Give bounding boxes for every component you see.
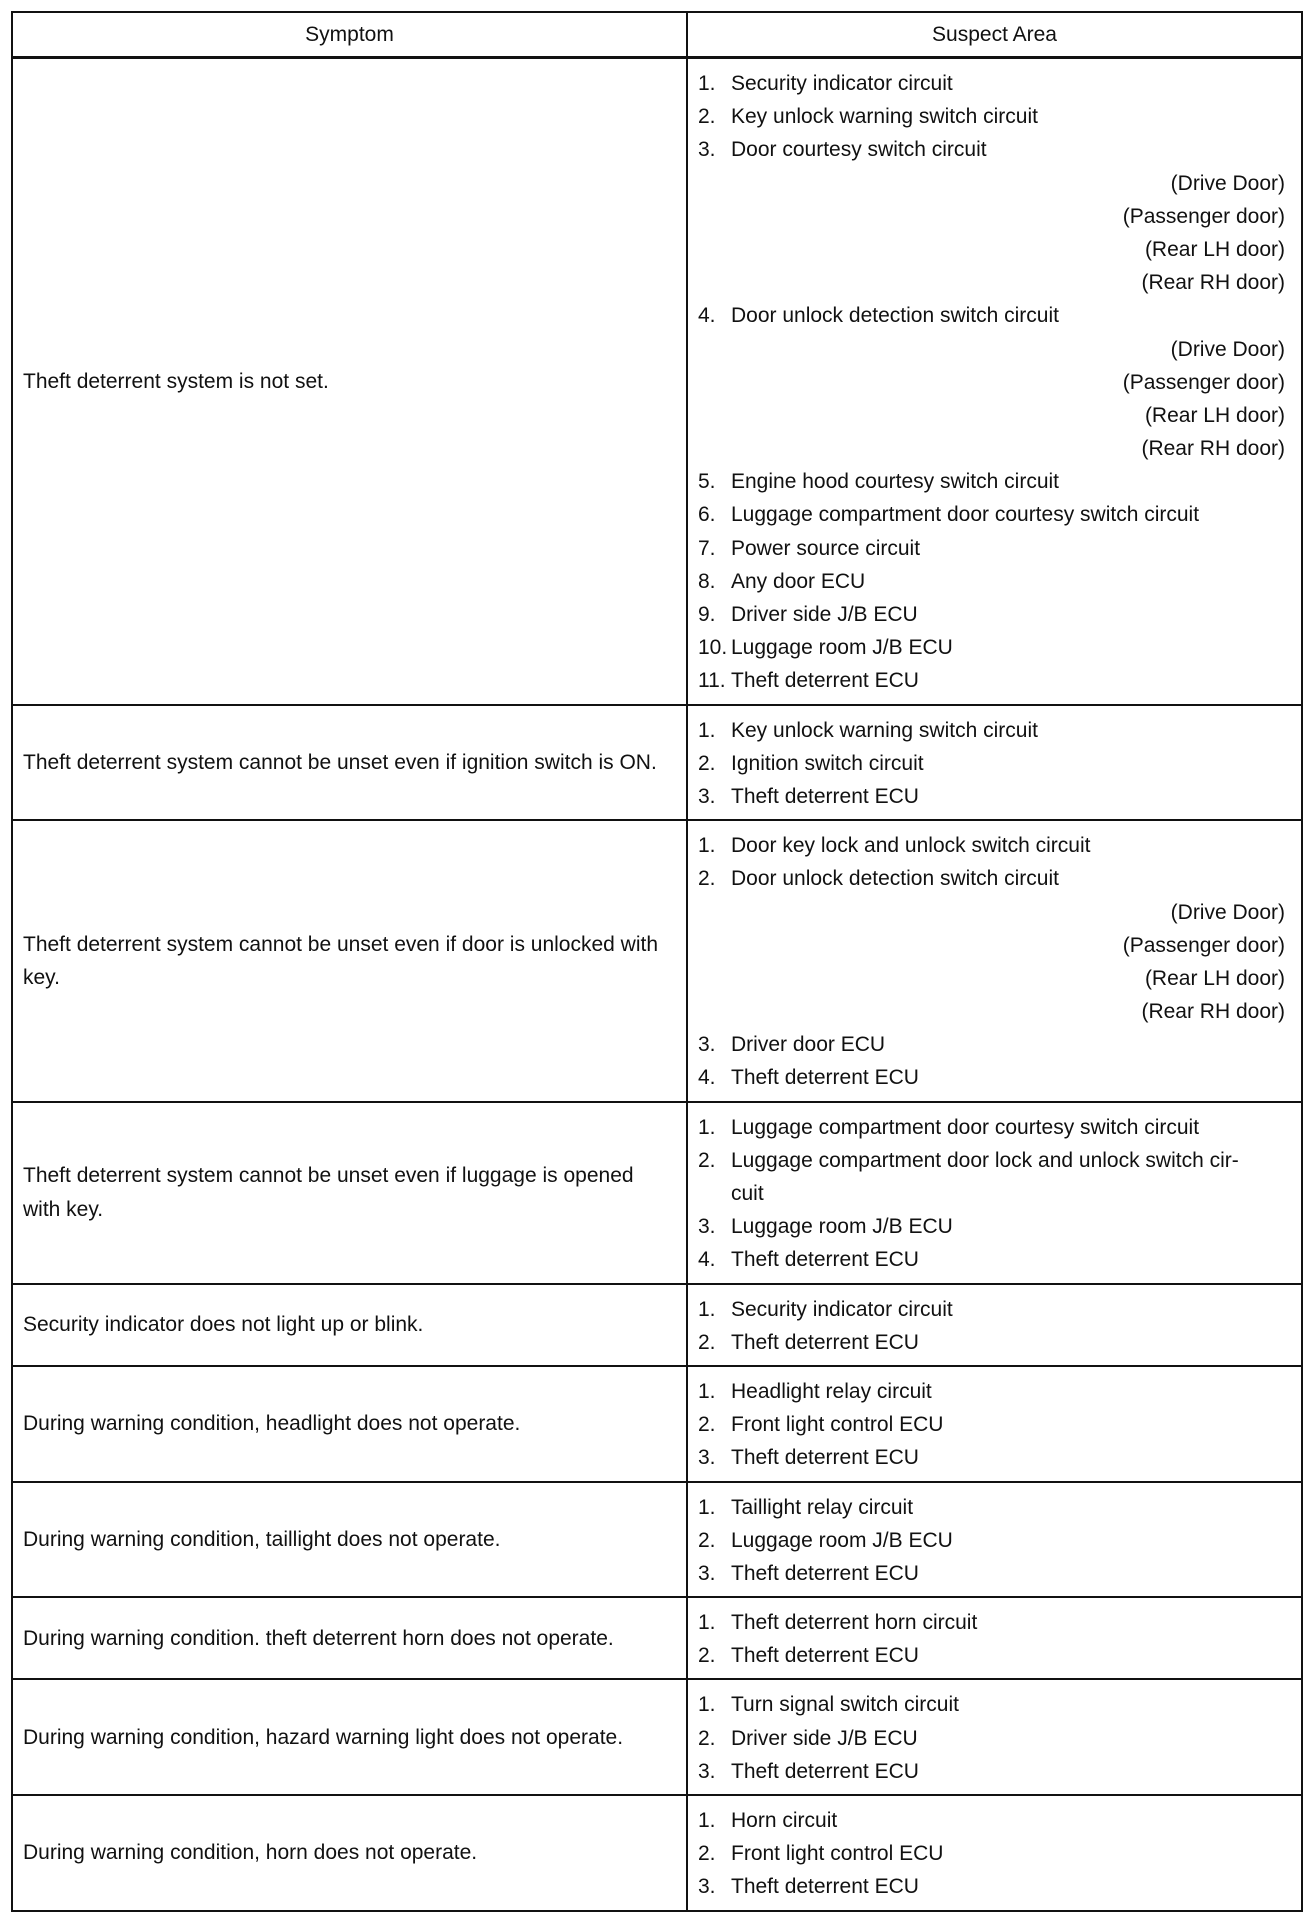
suspect-item [698,1870,1285,1903]
symptom-cell: Theft deterrent system is not set. [12,58,687,705]
suspect-item-text: Key unlock warning switch circuit [731,105,1038,129]
suspect-item [698,1755,1285,1788]
suspect-item-text: Driver side J/B ECU [731,603,918,626]
suspect-item-number: 1. [698,1809,716,1832]
door-position-label: (Rear LH door) [1144,966,1285,990]
suspect-area-cell [687,58,1302,705]
suspect-item-continuation: cuit [731,1182,764,1205]
suspect-item [698,747,1285,780]
suspect-item-text: Luggage room J/B ECU [731,636,953,660]
suspect-item-number: 3. [698,1033,716,1057]
suspect-item-number: 7. [698,536,716,560]
suspect-item-number: 4. [698,1248,716,1272]
suspect-item-number: 1. [698,1297,716,1321]
suspect-item-number: 3. [698,1759,716,1783]
suspect-area-column-header: Suspect Area [687,12,1302,58]
table-row [12,705,1302,821]
suspect-item-number: 2. [698,867,716,891]
suspect-item [698,1722,1285,1755]
suspect-item-number: 2. [698,1644,716,1668]
suspect-item-text: Front light control ECU [731,1413,944,1437]
suspect-item [698,565,1285,598]
suspect-item [698,532,1285,565]
suspect-item-text: Theft deterrent horn circuit [731,1611,978,1635]
suspect-item-text: Driver side J/B ECU [731,1726,918,1750]
door-position-label: (Drive Door) [1170,900,1285,924]
table-row [12,1679,1302,1795]
suspect-area-cell [687,1102,1302,1284]
suspect-item-text: Theft deterrent ECU [731,1759,919,1783]
suspect-item [698,1524,1285,1557]
suspect-item-number: 2. [698,105,716,129]
suspect-item [698,1606,1285,1639]
suspect-item-text: Power source circuit [731,536,921,560]
suspect-item [698,1441,1285,1474]
suspect-item-number: 6. [698,503,716,527]
suspect-item [698,465,1285,498]
suspect-item-text: Door unlock detection switch circuit [731,304,1059,328]
door-position-label: (Rear RH door) [1141,271,1285,295]
suspect-area-cell [687,1482,1302,1598]
suspect-item-number: 3. [698,784,716,808]
suspect-item-number: 9. [698,603,716,626]
suspect-item-text: Door courtesy switch circuit [731,138,987,162]
suspect-item-text: Luggage compartment door lock and unlock switch cir- [731,1148,1239,1172]
suspect-item-number: 2. [698,1842,716,1866]
symptom-cell: Security indicator does not light up or blink. [12,1284,687,1366]
symptom-cell: During warning condition. theft deterrent horn does not operate. [12,1597,687,1679]
table-row [12,1795,1302,1911]
symptom-cell: During warning condition, taillight does not operate. [12,1482,687,1598]
symptom-cell: During warning condition, headlight does not operate. [12,1366,687,1482]
suspect-area-cell [687,1679,1302,1795]
symptom-cell: Theft deterrent system cannot be unset even if ignition switch is ON. [12,705,687,821]
suspect-area-cell [687,1366,1302,1482]
door-position-label: (Rear RH door) [1141,1000,1285,1024]
suspect-item-number: 3. [698,1446,716,1470]
suspect-area-cell [687,705,1302,821]
suspect-item-number: 3. [698,1215,716,1239]
suspect-item [698,498,1285,531]
suspect-item [698,1326,1285,1359]
suspect-item [698,1375,1285,1408]
suspect-item-text: Theft deterrent ECU [731,1066,919,1090]
suspect-item [698,1028,1285,1061]
suspect-item-text: Theft deterrent ECU [731,1446,919,1470]
door-position-label: (Drive Door) [1170,337,1285,361]
suspect-item-number: 10. [698,636,728,660]
suspect-item-number: 1. [698,834,716,858]
table-row [12,58,1302,705]
door-position-label: (Passenger door) [1122,370,1285,394]
suspect-item [698,1491,1285,1524]
suspect-item-number: 1. [698,1611,716,1635]
suspect-item [698,1243,1285,1276]
table-row [12,1284,1302,1366]
symptom-cell: During warning condition, horn does not operate. [12,1795,687,1911]
suspect-item [698,862,1285,895]
suspect-item-number: 11. [698,669,726,693]
symptom-column-header: Symptom [12,12,687,58]
suspect-item-text: Luggage room J/B ECU [731,1215,953,1239]
suspect-item [698,1408,1285,1441]
door-position-label: (Passenger door) [1122,204,1285,228]
symptom-cell: During warning condition, hazard warning light does not operate. [12,1679,687,1795]
suspect-item-text: Theft deterrent ECU [731,1644,919,1668]
troubleshooting-table [11,11,1303,1912]
suspect-item-text: Theft deterrent ECU [731,1561,919,1585]
suspect-item-text: Theft deterrent ECU [731,669,919,693]
symptom-cell: Theft deterrent system cannot be unset even if luggage is opened with key. [12,1102,687,1284]
suspect-item [698,1061,1285,1094]
suspect-item-number: 1. [698,72,716,95]
troubleshooting-table-wrapper [11,11,1301,1912]
door-position-label: (Passenger door) [1122,933,1285,957]
suspect-item-text: Theft deterrent ECU [731,784,919,808]
table-row [12,820,1302,1102]
suspect-item [698,780,1285,813]
suspect-item [698,1639,1285,1672]
suspect-item-number: 3. [698,138,716,162]
suspect-item [698,67,1285,100]
suspect-item-text: Front light control ECU [731,1842,944,1866]
suspect-item [698,299,1285,332]
suspect-item [698,1210,1285,1243]
suspect-item-text: Horn circuit [731,1809,838,1832]
suspect-item-number: 8. [698,569,716,593]
suspect-item [698,1293,1285,1326]
suspect-item-text: Any door ECU [731,569,866,593]
suspect-item-text: Driver door ECU [731,1033,886,1057]
suspect-item [698,1557,1285,1590]
suspect-item-text: Theft deterrent ECU [731,1248,919,1272]
suspect-item-number: 2. [698,1726,716,1750]
table-row [12,1482,1302,1598]
suspect-item-text: Security indicator circuit [731,72,953,95]
suspect-item-number: 3. [698,1561,716,1585]
suspect-item-number: 2. [698,1148,716,1172]
suspect-item [698,664,1285,697]
suspect-item-number: 1. [698,718,716,742]
suspect-item-number: 2. [698,751,716,775]
suspect-item [698,714,1285,747]
header-row [12,12,1302,58]
suspect-item [698,1111,1285,1144]
suspect-area-cell [687,1795,1302,1911]
suspect-item-text: Theft deterrent ECU [731,1875,919,1899]
table-row [12,1597,1302,1679]
suspect-item [698,100,1285,133]
suspect-item-number: 1. [698,1495,716,1519]
suspect-item-text: Security indicator circuit [731,1297,953,1321]
suspect-item-number: 1. [698,1379,716,1403]
symptom-cell: Theft deterrent system cannot be unset even if door is unlocked with key. [12,820,687,1102]
suspect-item-number: 5. [698,470,716,494]
suspect-area-cell [687,1597,1302,1679]
suspect-item [698,1837,1285,1870]
suspect-item-text: Engine hood courtesy switch circuit [731,470,1059,494]
suspect-item-text: Door unlock detection switch circuit [731,867,1059,891]
suspect-item-number: 2. [698,1330,716,1354]
suspect-item [698,1804,1285,1837]
table-row [12,1366,1302,1482]
suspect-item-text: Turn signal switch circuit [731,1693,959,1717]
table-body [12,58,1302,1911]
suspect-item-number: 4. [698,1066,716,1090]
table-header [12,12,1302,58]
suspect-area-cell [687,820,1302,1102]
door-position-label: (Rear RH door) [1141,437,1285,461]
suspect-item-text: Headlight relay circuit [731,1379,932,1403]
suspect-item [698,598,1285,631]
suspect-item [698,1144,1285,1177]
suspect-item-text: Theft deterrent ECU [731,1330,919,1354]
door-position-label: (Rear LH door) [1144,403,1285,427]
suspect-item [698,829,1285,862]
suspect-item-number: 2. [698,1528,716,1552]
suspect-item-text: Luggage room J/B ECU [731,1528,953,1552]
suspect-item-number: 1. [698,1693,716,1717]
suspect-item [698,1688,1285,1721]
table-row [12,1102,1302,1284]
suspect-area-cell [687,1284,1302,1366]
suspect-item-number: 1. [698,1115,716,1139]
suspect-item-text: Ignition switch circuit [731,751,924,775]
suspect-item [698,133,1285,166]
suspect-item-text: Taillight relay circuit [731,1495,914,1519]
suspect-item-number: 4. [698,304,716,328]
suspect-item-text: Luggage compartment door courtesy switch circuit [731,503,1200,527]
door-position-label: (Drive Door) [1170,171,1285,195]
door-position-label: (Rear LH door) [1144,237,1285,261]
suspect-item-text: Door key lock and unlock switch circuit [731,834,1091,858]
suspect-item-text: Luggage compartment door courtesy switch circuit [731,1115,1200,1139]
suspect-item-number: 3. [698,1875,716,1899]
suspect-item-number: 2. [698,1413,716,1437]
suspect-item [698,631,1285,664]
suspect-item-text: Key unlock warning switch circuit [731,718,1038,742]
